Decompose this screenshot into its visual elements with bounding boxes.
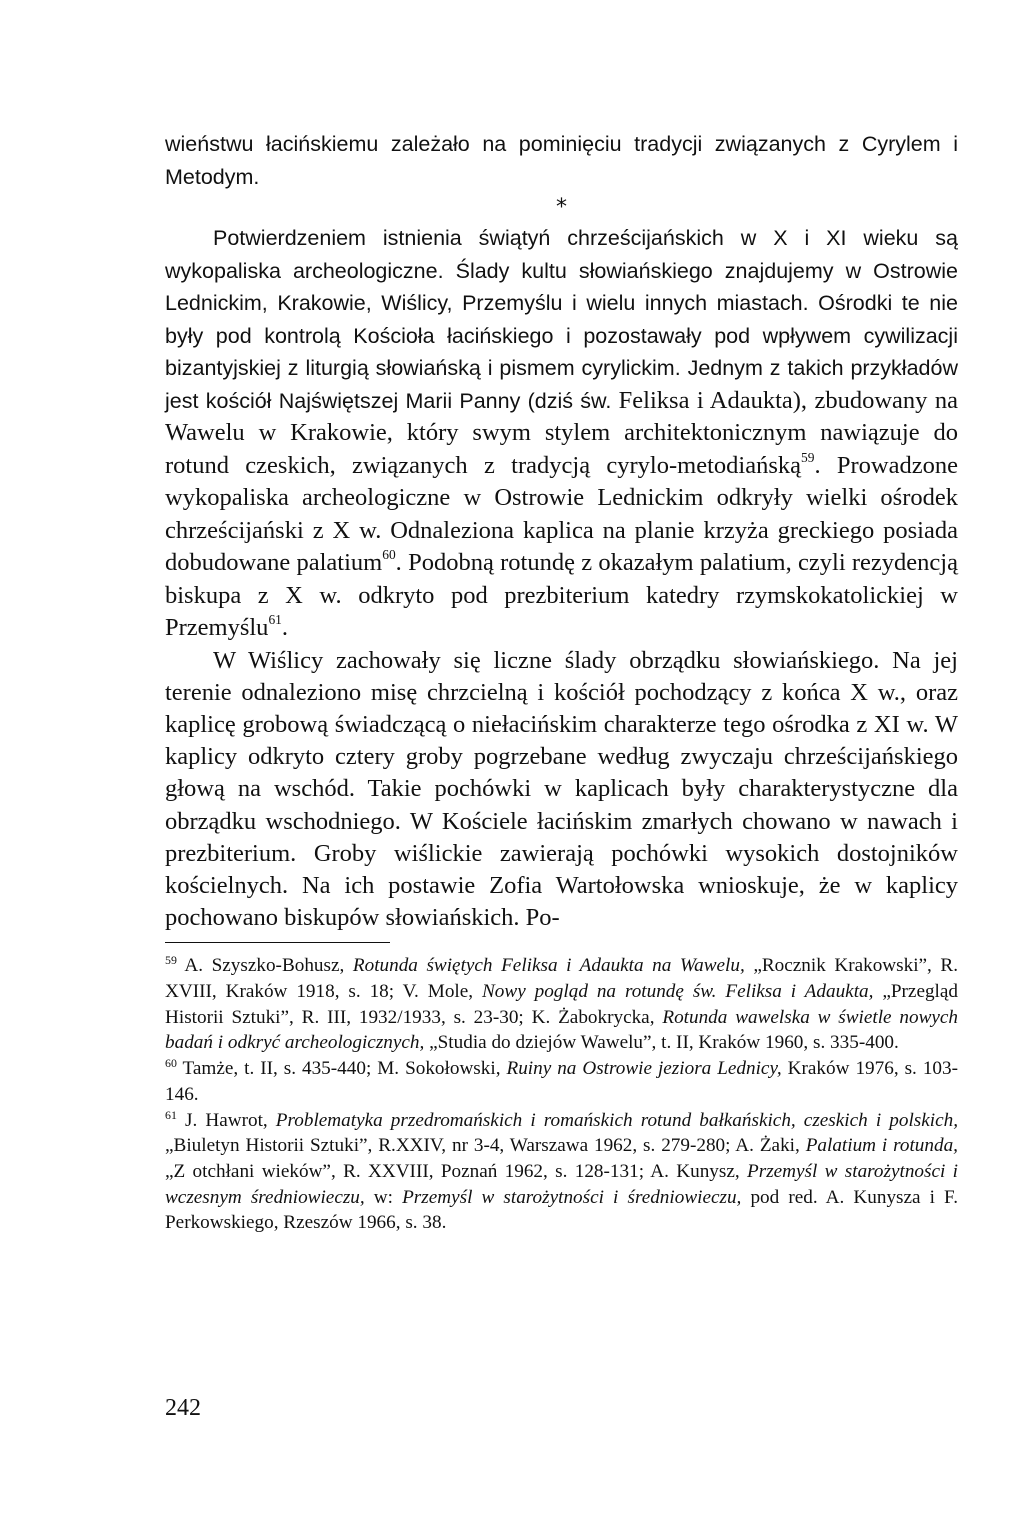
fn-text: „Rocznik Krakowski”, R. XVIII, Kraków 1918, s. 18; V. Mole, (165, 955, 959, 1002)
paragraph-temples-cont (165, 387, 958, 642)
paragraph-wislica: W Wiślicy zachowały się liczne ślady obrządku słowiańskiego. Na jej terenie odnaleziono misę chrzcielną i kościół pochodzący z końca X w., oraz kaplicę grobową świadczącą o niełacińskim charakterze tego ośrodka z XI w. W kaplicy odkryto cztery groby pogrzebane według zwyczaju chrześcijańskiego głową na wschód. Takie pochówki w kaplicach były charakterystyczne dla obrządku wschodniego. W Kościele łacińskim zmarłych chowano w nawach i prezbiterium. Groby wiślickie zawierają pochówki wysokich dostojników kościelnych. Na ich postawie Zofia Wartołowska wnioskuje, że w kaplicy pochowano biskupów słowiańskich. Po- (165, 646, 958, 932)
fn-title: Przemyśl w starożytności i wczesnym średniowieczu, (165, 1161, 958, 1208)
fn-title: Problematyka przedromańskich i romańskich rotund bałkańskich, czeskich i polskich, (275, 1109, 958, 1131)
fn-text: „Biuletyn Historii Sztuki”, R.XXIV, nr 3-4, Warszawa 1962, s. 279-280; A. Żaki, (165, 1135, 806, 1157)
footnote-59 (165, 953, 958, 1055)
footnote-ref-59[interactable]: 59 (800, 449, 815, 465)
page-number: 242 (165, 1395, 201, 1421)
intro-paragraph: wieństwu łacińskiemu zależało na pominięciu tradycji związanych z Cyrylem i Metodym. (165, 132, 958, 189)
fn-title: Przemyśl w starożytności i średniowieczu, (402, 1186, 742, 1208)
footnote-60 (165, 1056, 958, 1107)
footnote-number: 60 (165, 1056, 177, 1071)
fn-title: Palatium i rotunda, (805, 1135, 958, 1157)
text-segment: Feliksa i Adaukta), zbudowany na Wawelu w Krakowie, który swym stylem architektonicznym nawiązuje do rotund czeskich, związanych z tradycją cyrylo-metodiańską (165, 386, 958, 479)
page-body (165, 128, 958, 1236)
fn-text: w: (364, 1186, 403, 1208)
fn-text: „Studia do dziejów Wawelu”, t. II, Kraków 1960, s. 335-400. (424, 1032, 899, 1054)
footnote-61 (165, 1108, 958, 1236)
text-segment: . Prowadzone wykopaliska archeologiczne w Ostrowie Lednickim odkryły wielki ośrodek chrześcijański z X w. Odnaleziona kaplica na planie krzyża greckiego posiada dobudowane palatium (165, 451, 958, 576)
fn-text: Kraków 1976, s. 103-146. (165, 1058, 958, 1105)
fn-text: pod red. A. Kunysza i F. Perkowskiego, Rzeszów 1966, s. 38. (165, 1186, 958, 1234)
fn-text: J. Hawrot, (176, 1109, 276, 1131)
fn-title: Rotunda wawelska w świetle nowych badań i odkryć archeologicznych, (165, 1006, 958, 1054)
footnote-number: 59 (165, 953, 177, 968)
paragraph-temples-text: Potwierdzeniem istnienia świątyń chrześcijańskich w X i XI wieku są wykopaliska archeologiczne. Ślady kultu słowiańskiego znajdujemy w Ostrowie Lednickim, Krakowie, Wiślicy, Przemyślu i wielu innych miastach. Ośrodki te nie były pod kontrolą Kościoła łacińskiego i pozostawały pod wpływem cywilizacji bizantyjskiej z liturgią słowiańską i pismem cyrylickim. Jednym z takich przykładów jest kościół Najświętszej Marii Panny (dziś św. (165, 226, 958, 413)
fn-text: „Z otchłani wieków”, R. XXVIII, Poznań 1962, s. 128-131; A. Kunysz, (165, 1161, 747, 1183)
section-separator: * (556, 195, 567, 220)
footnote-number: 61 (165, 1107, 177, 1122)
text-segment: . Podobną rotundę z okazałym palatium, czyli rezydencją biskupa z X w. odkryto pod prezbiterium katedry rzymskokatolickiej w Przemyślu (165, 549, 958, 641)
fn-title: Nowy pogląd na rotundę św. Feliksa i Adaukta, (482, 980, 874, 1002)
paragraph-temples (165, 222, 958, 645)
footnote-rule (165, 942, 390, 943)
footnote-ref-61[interactable]: 61 (268, 612, 282, 628)
fn-title: Rotunda świętych Feliksa i Adaukta na Wawelu, (352, 955, 745, 977)
text-segment: . (281, 614, 289, 641)
fn-text: „Przegląd Historii Sztuki”, R. III, 1932/1933, s. 23-30; K. Żabokrycka, (165, 980, 958, 1028)
fn-text: Tamże, t. II, s. 435-440; M. Sokołowski, (176, 1058, 507, 1080)
fn-title: Ruiny na Ostrowie jeziora Lednicy, (506, 1058, 782, 1080)
fn-text: A. Szyszko-Bohusz, (176, 955, 353, 977)
footnote-ref-60[interactable]: 60 (382, 547, 396, 563)
